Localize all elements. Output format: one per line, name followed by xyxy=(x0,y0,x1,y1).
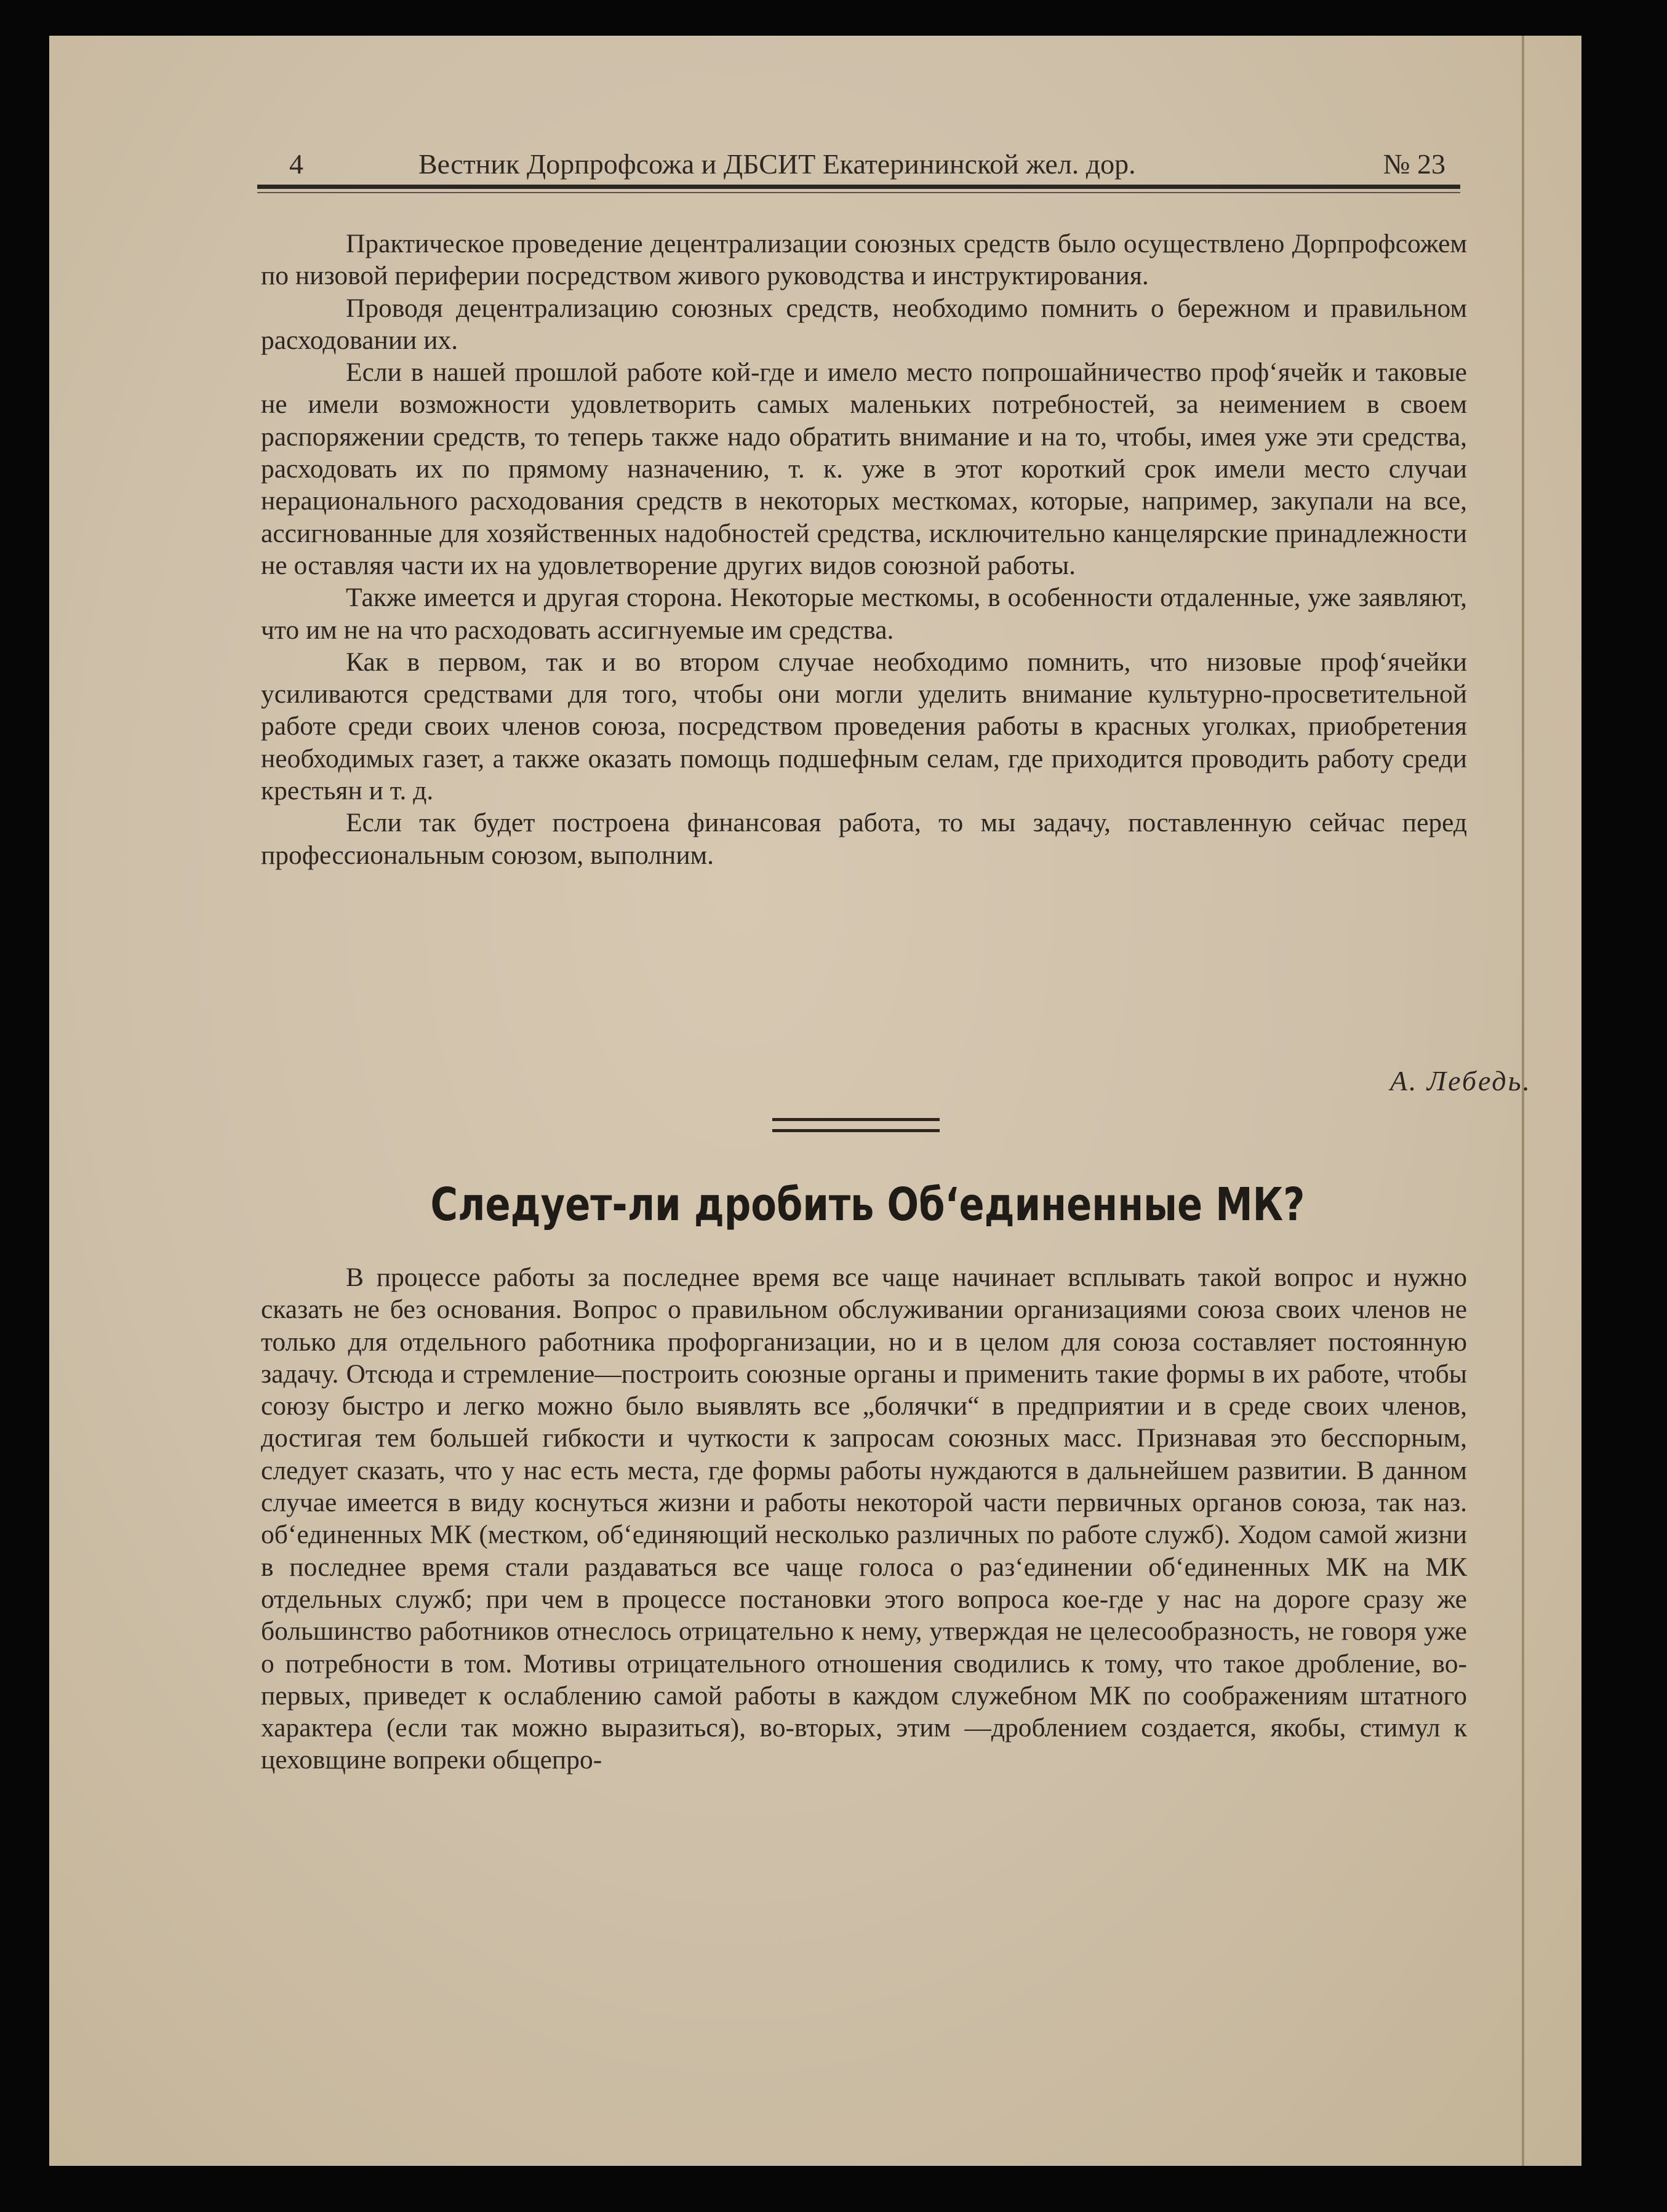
section-divider xyxy=(772,1118,940,1121)
issue-number: № 23 xyxy=(1383,148,1445,180)
paragraph: Практическое проведение децентрализации союзных средств было осуществлено Дорпрофсожем по низовой периферии посредством живого руководства и инструктирования. xyxy=(261,229,1467,291)
paragraph: В процессе работы за последнее время все чаще начинает всплывать такой вопрос и нужно сказать не без основания. Вопрос о правильном обслуживании организациями союза своих членов не только для отдельного работника профорганизации, но и в целом для союза составляет постоянную задачу. Отсюда и стремление—построить союзные органы и применить такие формы в их работе, чтобы союзу быстро и легко можно было выявлять все „болячки“ в предприятии и в среде своих членов, достигая тем большей гибкости и чуткости к запросам союзных масс. Признавая это бесспорным, следует сказать, что у нас есть места, где формы работы нуждаются в дальнейшем развитии. В данном случае имеется в виду коснуться жизни и работы некоторой части первичных органов союза, так наз. об‘единенных МК (местком, об‘единяющий несколько различных по работе служб). Ходом самой жизни в последнее время стали раздаваться все чаще голоса о раз‘единении об‘единенных МК на МК отдельных служб; при чем в процессе постановки этого вопроса кое-где у нас на дороге сразу же большинство работников отнеслось отрицательно к нему, утверждая не целесообразность, не говоря уже о потребности в том. Мотивы отрицательного отношения сводились к тому, что такое дробление, во-первых, приведет к ослаблению самой работы в каждом служебном МК по соображениям штатного характера (если так можно выразиться), во-вторых, этим —дроблением создается, якобы, стимул к цеховщине вопреки общепро- xyxy=(261,1263,1467,1775)
paragraph: Проводя децентрализацию союзных средств, необходимо помнить о бережном и правильном расходовании их. xyxy=(261,293,1467,355)
paragraph: Если в нашей прошлой работе кой-где и имело место попрошайничество проф‘ячейк и таковые не имели возможности удовлетворить самых маленьких потребностей, за неимением в своем распоряжении средств, то теперь также надо обратить внимание и на то, чтобы, имея уже эти средства, расходовать их по прямому назначению, т. к. уже в этот короткий срок имели место случаи нерационального расходования средств в некоторых месткомах, которые, например, закупали на все, ассигнованные для хозяйственных надобностей средства, исключительно канцелярские принадлежности не оставляя части их на удовлетворение других видов союзной работы. xyxy=(261,357,1467,580)
page-number: 4 xyxy=(289,148,303,180)
header-rule xyxy=(257,185,1460,189)
article-heading: Следует-ли дробить Об‘единенные МК? xyxy=(430,1178,1305,1231)
section-divider xyxy=(772,1129,940,1132)
article-body xyxy=(261,1261,1467,1776)
journal-title: Вестник Дорпрофсожа и ДБСИТ Екатерининской жел. дор. xyxy=(418,148,1136,180)
running-header xyxy=(257,137,1460,186)
article-body xyxy=(261,228,1467,871)
author-signature: А. Лебедь. xyxy=(1389,1065,1532,1096)
page-fold xyxy=(1522,36,1524,2166)
header-rule-thin xyxy=(257,192,1460,193)
paragraph: Также имеется и другая сторона. Некоторые месткомы, в особенности отдаленные, уже заявляют, что им не на что расходовать ассигнуемые им средства. xyxy=(261,583,1467,645)
paragraph: Если так будет построена финансовая работа, то мы задачу, поставленную сейчас перед профессиональным союзом, выполним. xyxy=(261,808,1467,870)
scan-border xyxy=(1589,0,1667,2212)
paragraph: Как в первом, так и во втором случае необходимо помнить, что низовые проф‘ячейки усиливаются средствами для того, чтобы они могли уделить внимание культурно-просветительной работе среди своих членов союза, посредством проведения работы в красных уголках, приобретения необходимых газет, а также оказать помощь подшефным селам, где приходится проводить работу среди крестьян и т. д. xyxy=(261,647,1467,806)
